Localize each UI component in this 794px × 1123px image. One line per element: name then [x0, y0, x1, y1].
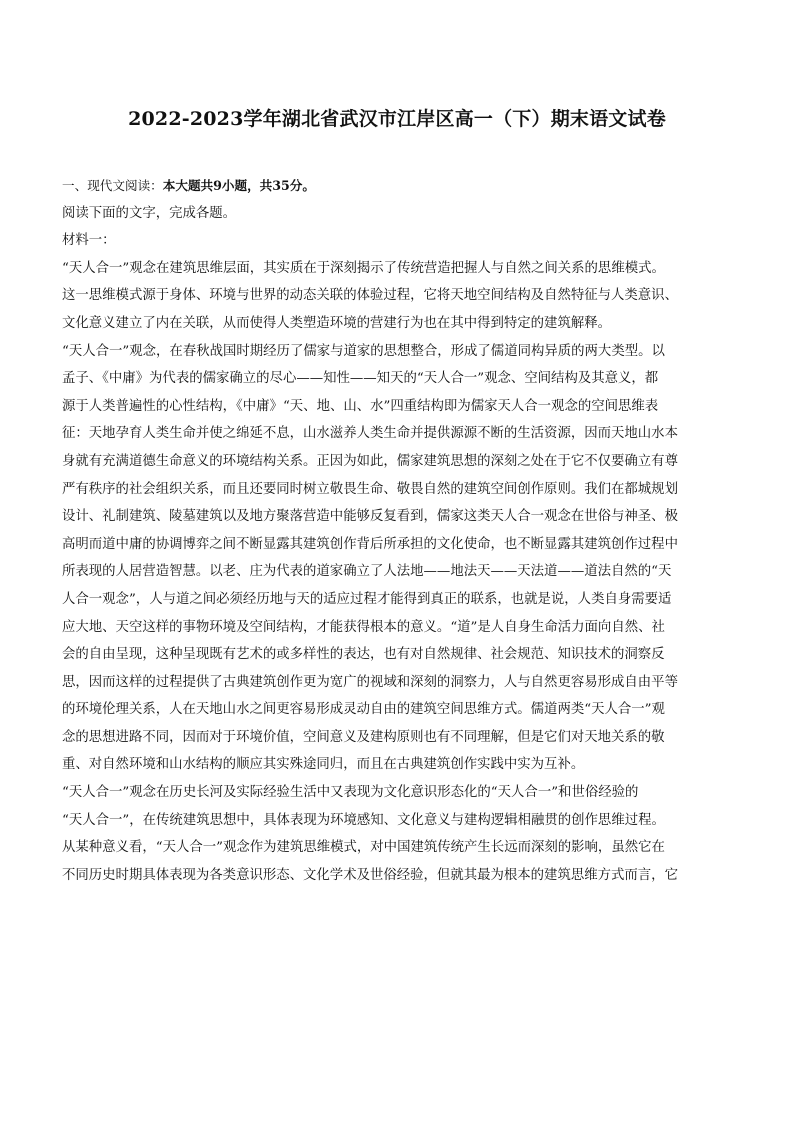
text-line: “天人合一”观念，在春秋战国时期经历了儒家与道家的思想整合，形成了儒道同构异质的两大类型。以	[62, 343, 665, 359]
text-line: 的环境伦理关系，人在天地山水之间更容易形成灵动自由的建筑空间思维方式。儒道两类“天人合一”观	[62, 702, 665, 718]
text-line: 文化意义建立了内在关联，从而使得人类塑造环境的营建行为也在其中得到特定的建筑解释。	[62, 315, 612, 331]
text-line: 设计、礼制建筑、陵墓建筑以及地方聚落营造中能够反复看到，儒家这类天人合一观念在世俗与神圣、极	[62, 509, 678, 525]
document-body	[62, 172, 732, 889]
section-heading	[62, 172, 732, 200]
text-line: 不同历史时期具体表现为各类意识形态、文化学术及世俗经验，但就其最为根本的建筑思维方式而言，它	[62, 867, 678, 883]
material-label: 材料一：	[62, 233, 116, 249]
text-line: 严有秩序的社会组织关系，而且还要同时树立敬畏生命、敬畏自然的建筑空间创作原则。我们在都城规划	[62, 481, 678, 497]
text-line: “天人合一”，在传统建筑思想中，具体表现为环境感知、文化意义与建构逻辑相融贯的创作思维过程。	[62, 812, 665, 828]
document-title: 2022-2023学年湖北省武汉市江岸区高一（下）期末语文试卷	[128, 108, 666, 130]
text-line: 征：天地孕育人类生命并使之绵延不息，山水滋养人类生命并提供源源不断的生活资源，因而天地山水本	[62, 426, 678, 442]
text-line: 重、对自然环境和山水结构的顺应其实殊途同归，而且在古典建筑创作实践中实为互补。	[62, 757, 585, 773]
text-line: 应大地、天空这样的事物环境及空间结构，才能获得根本的意义。“道”是人自身生命活力面向自然、社	[62, 619, 665, 635]
instruction-text: 阅读下面的文字，完成各题。	[62, 205, 237, 221]
section-prefix: 一、现代文阅读：	[62, 178, 163, 193]
text-line: 念的思想进路不同，因而对于环境价值，空间意义及建构原则也有不同理解，但是它们对天地关系的敬	[62, 729, 665, 745]
text-line: 人合一观念”，人与道之间必须经历地与天的适应过程才能得到真正的联系，也就是说，人类自身需要适	[62, 591, 672, 607]
text-line: 高明而道中庸的协调博弈之间不断显露其建筑创作背后所承担的文化使命，也不断显露其建筑创作过程中	[62, 536, 678, 552]
text-line: 所表现的人居营造智慧。以老、庄为代表的道家确立了人法地——地法天——天法道——道法自然的“天	[62, 564, 672, 580]
text-line: 身就有充满道德生命意义的环境结构关系。正因为如此，儒家建筑思想的深刻之处在于它不仅要确立有尊	[62, 453, 678, 469]
text-line: 会的自由呈现，这种呈现既有艺术的或多样性的表达，也有对自然规律、社会规范、知识技术的洞察反	[62, 647, 665, 663]
text-line: 思，因而这样的过程提供了古典建筑创作更为宽广的视域和深刻的洞察力，人与自然更容易形成自由平等	[62, 674, 678, 690]
text-line: 孟子、《中庸》为代表的儒家确立的尽心——知性——知天的“天人合一”观念、空间结构及其意义，都	[62, 371, 659, 387]
text-line: 源于人类普遍性的心性结构，《中庸》“天、地、山、水”四重结构即为儒家天人合一观念的空间思维表	[62, 398, 659, 414]
section-detail: 本大题共9小题，共35分。	[162, 178, 315, 193]
text-line: “天人合一”观念在建筑思维层面，其实质在于深刻揭示了传统营造把握人与自然之间关系的思维模式。	[62, 260, 665, 276]
text-line: 这一思维模式源于身体、环境与世界的动态关联的体验过程，它将天地空间结构及自然特征与人类意识、	[62, 288, 678, 304]
text-line: “天人合一”观念在历史长河及实际经验生活中又表现为文化意识形态化的“天人合一”和世俗经验的	[62, 785, 639, 801]
text-line: 从某种意义看，“天人合一”观念作为建筑思维模式，对中国建筑传统产生长远而深刻的影响，虽然它在	[62, 840, 665, 856]
